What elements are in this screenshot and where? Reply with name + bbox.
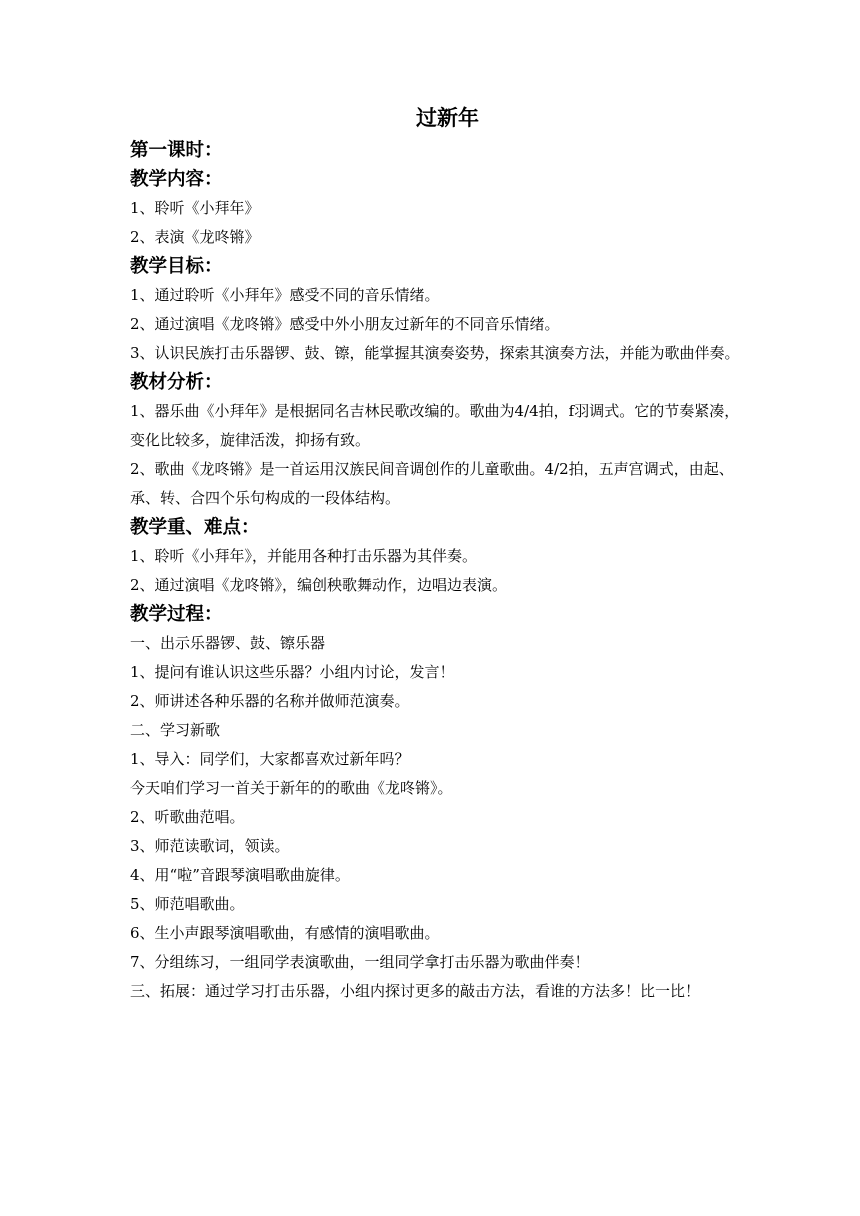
keypoints-item: 1、聆听《小拜年》，并能用各种打击乐器为其伴奏。 bbox=[130, 547, 478, 565]
process-item: 3、师范读歌词，领读。 bbox=[130, 837, 290, 855]
analysis-item: 1、器乐曲《小拜年》是根据同名吉林民歌改编的。歌曲为4/4拍，f羽调式。它的节奏紧凑，变化比较多，旋律活泼，抑扬有致。 bbox=[130, 402, 740, 449]
analysis-item: 2、歌曲《龙咚锵》是一首运用汉族民间音调创作的儿童歌曲。4/2拍，五声宫调式，由起、承、转、合四个乐句构成的一段体结构。 bbox=[130, 460, 734, 507]
keypoints-heading: 教学重、难点： bbox=[130, 517, 260, 538]
process-item: 5、师范唱歌曲。 bbox=[130, 895, 245, 913]
goals-heading: 教学目标： bbox=[130, 256, 223, 277]
goals-item: 3、认识民族打击乐器锣、鼓、镲，能掌握其演奏姿势，探索其演奏方法，并能为歌曲伴奏。 bbox=[130, 344, 740, 362]
process-item: 1、提问有谁认识这些乐器？小组内讨论，发言！ bbox=[130, 663, 455, 681]
process-item: 三、拓展：通过学习打击乐器，小组内探讨更多的敲击方法，看谁的方法多！比一比！ bbox=[130, 982, 701, 1000]
keypoints-item: 2、通过演唱《龙咚锵》，编创秧歌舞动作，边唱边表演。 bbox=[130, 576, 508, 594]
process-item: 1、导入：同学们，大家都喜欢过新年吗？ bbox=[130, 750, 410, 768]
goals-item: 2、通过演唱《龙咚锵》感受中外小朋友过新年的不同音乐情绪。 bbox=[130, 315, 560, 333]
content-item: 1、聆听《小拜年》 bbox=[130, 199, 260, 217]
process-item: 2、师讲述各种乐器的名称并做师范演奏。 bbox=[130, 692, 410, 710]
goals-item: 1、通过聆听《小拜年》感受不同的音乐情绪。 bbox=[130, 286, 440, 304]
process-heading: 教学过程： bbox=[130, 604, 223, 625]
document-title: 过新年 bbox=[416, 106, 479, 130]
lesson-heading: 第一课时： bbox=[130, 140, 223, 161]
content-heading: 教学内容： bbox=[130, 169, 223, 190]
process-item: 6、生小声跟琴演唱歌曲，有感情的演唱歌曲。 bbox=[130, 924, 440, 942]
document-page bbox=[130, 100, 740, 1006]
process-item: 一、出示乐器锣、鼓、镲乐器 bbox=[130, 634, 326, 652]
process-item: 2、听歌曲范唱。 bbox=[130, 808, 245, 826]
process-item: 4、用“啦”音跟琴演唱歌曲旋律。 bbox=[130, 866, 350, 884]
process-item: 二、学习新歌 bbox=[130, 721, 221, 739]
content-item: 2、表演《龙咚锵》 bbox=[130, 228, 260, 246]
analysis-heading: 教材分析： bbox=[130, 372, 223, 393]
process-item: 今天咱们学习一首关于新年的的歌曲《龙咚锵》。 bbox=[130, 779, 453, 797]
process-item: 7、分组练习，一组同学表演歌曲，一组同学拿打击乐器为歌曲伴奏！ bbox=[130, 953, 590, 971]
